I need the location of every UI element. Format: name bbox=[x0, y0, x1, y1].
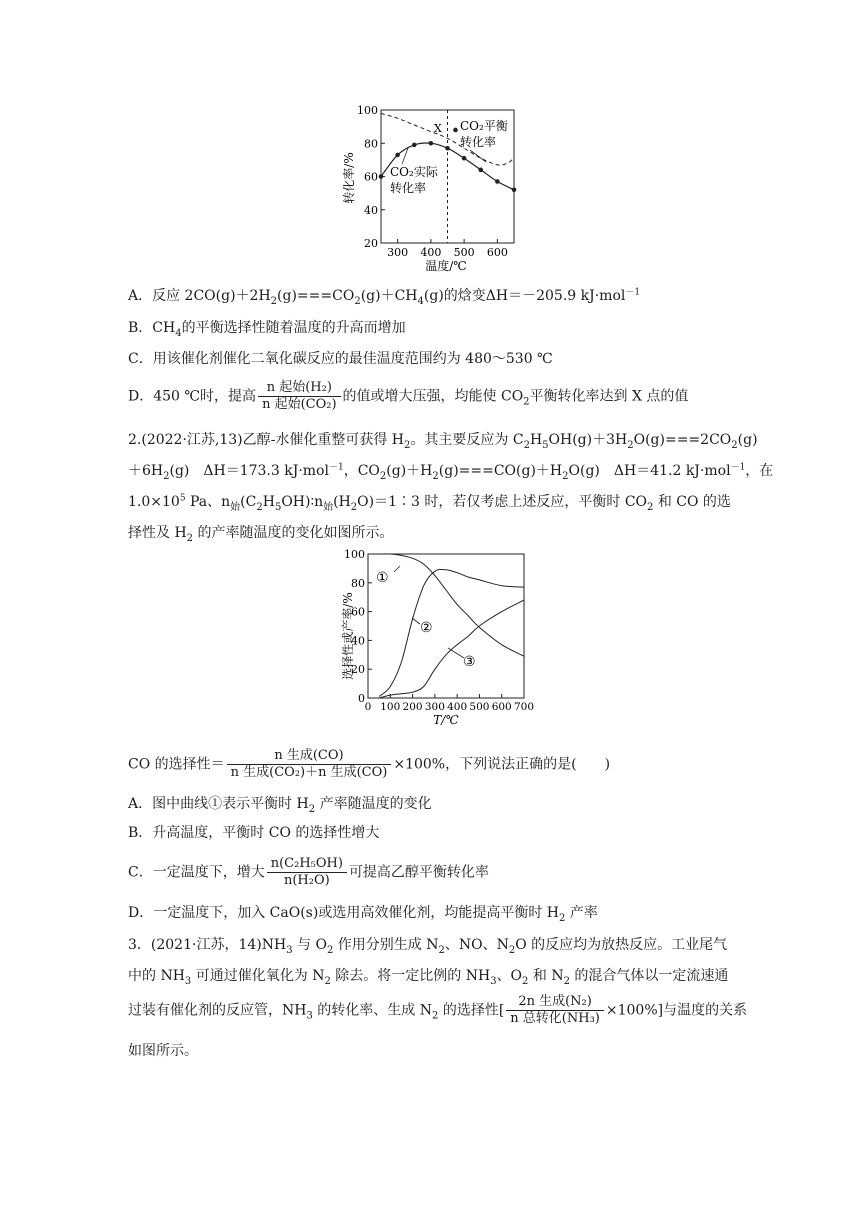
chart-1-xtick-label: 300 bbox=[387, 246, 409, 259]
chart-1-ytick-label: 80 bbox=[364, 137, 378, 151]
chart-2-ytick-label: 40 bbox=[351, 634, 365, 648]
chart-2-leader-3 bbox=[448, 648, 464, 658]
chart-2-xtick-label: 200 bbox=[402, 701, 423, 713]
chart-2-series-2 bbox=[379, 569, 524, 696]
chart-2-ytick-label: 100 bbox=[344, 548, 365, 561]
chart-1-point bbox=[429, 141, 434, 146]
chart-2-ytick-label: 80 bbox=[351, 576, 365, 590]
chart-2-axes bbox=[344, 548, 534, 713]
chart-1-point bbox=[478, 168, 483, 173]
chart-1-point bbox=[512, 188, 517, 193]
question-3-line-3: 过装有催化剂的反应管，$NH_3$ 的转化率、生成 $N_2$ 的选择性[ $\frac{\text{2n 生成(N₂)}}{\text{n 总转化(NH₃)}}$ ×100%]与温度的关系 bbox=[128, 994, 748, 1026]
chart-2-xtick-label: 0 bbox=[364, 701, 372, 713]
chart-1-xlabel: 温度/℃ bbox=[425, 259, 467, 273]
fraction-n2-selectivity: $\frac{\text{2n 生成(N₂)}}{\text{n 总转化(NH₃)}}$ bbox=[506, 994, 604, 1027]
chart-2-xtick-label: 400 bbox=[447, 701, 468, 713]
chart-1-eq-label-1: CO₂平衡 bbox=[460, 119, 508, 133]
chart-1-ytick-label: 20 bbox=[364, 237, 378, 250]
q2-option-b: B．升高温度，平衡时 CO 的选择性增大 bbox=[128, 825, 380, 841]
chart-2-frame bbox=[368, 554, 524, 698]
chart-2-ytick-label: 20 bbox=[351, 663, 365, 677]
question-3-line-4: 如图所示。 bbox=[128, 1043, 198, 1059]
chart-2-leader-2 bbox=[412, 618, 420, 624]
chart-2-xtick-label: 500 bbox=[469, 701, 490, 713]
question-3-line-2: 中的 $NH_3$ 可通过催化氧化为 $N_2$ 除去。将一定比例的 $NH_3$、$O_2$ 和 $N_2$ 的混合气体以一定流速通 bbox=[128, 968, 729, 987]
chart-1-xtick-label: 400 bbox=[420, 246, 442, 259]
chart-1-point bbox=[379, 174, 384, 179]
question-2-line-1: 2.(2022·江苏,13)乙醇-水催化重整可获得 $H_2$。其主要反应为 $C_2H_5OH(g)+3H_2O(g)===2CO_2(g)$ bbox=[128, 432, 758, 451]
chart-1-ytick-label: 60 bbox=[364, 170, 378, 184]
chart-2-series-3 bbox=[379, 600, 524, 698]
chart-1-point bbox=[412, 143, 417, 148]
question-3-line-1: 3．(2021·江苏，$14)NH_3$ 与 $O_2$ 作用分别生成 $N_2$、NO、$N_2O$ 的反应均为放热反应。工业尾气 bbox=[128, 937, 728, 956]
chart-2-xlabel: T/℃ bbox=[433, 713, 459, 727]
chart-2-curve-label-3: ③ bbox=[463, 654, 476, 670]
co-selectivity-def: CO 的选择性＝ $\frac{\text{n 生成(CO)}}{\text{n 生成(CO₂)＋n 生成(CO)}}$ ×100%，下列说法正确的是( ) bbox=[128, 748, 611, 780]
chart-2 bbox=[336, 548, 536, 728]
chart-1-act-label-1: CO₂实际 bbox=[390, 165, 438, 179]
chart-1-ylabel: 转化率/% bbox=[342, 152, 356, 204]
fraction-h2-co2: $\frac{\text{n 起始(H₂)}}{\text{n 起始(CO₂)}}$ bbox=[258, 380, 340, 413]
q2-option-c: C．一定温度下，增大 $\frac{\text{n(C₂H₅OH)}}{\text{n(H₂O)}}$ 可提高乙醇平衡转化率 bbox=[128, 856, 489, 888]
chart-2-ytick-label: 0 bbox=[358, 692, 365, 705]
option-d: D．450 ℃时，提高 $\frac{\text{n 起始(H₂)}}{\text{n 起始(CO₂)}}$ 的值或增大压强，均能使 $CO_2$平衡转化率达到 X 点的值 bbox=[128, 380, 689, 412]
chart-1-ytick-label: 100 bbox=[357, 104, 378, 117]
chart-2-leader-1 bbox=[394, 566, 400, 572]
chart-2-ytick-label: 60 bbox=[351, 605, 365, 619]
chart-1-point bbox=[495, 179, 500, 184]
chart-1-leader-eq bbox=[470, 150, 486, 162]
option-b: B．$CH_4$的平衡选择性随着温度的升高而增加 bbox=[128, 320, 406, 339]
option-c: C．用该催化剂催化二氧化碳反应的最佳温度范围约为 480～530 ℃ bbox=[128, 351, 553, 367]
chart-2-curve-label-2: ② bbox=[420, 620, 433, 636]
chart-2-curve-label-1: ① bbox=[376, 570, 389, 586]
chart-1-point bbox=[445, 146, 450, 151]
question-2-line-3: $1.0\times 10^5$ Pa、$n_始(C_2H_5OH)∶n_始(H_2O)=1∶3$ 时，若仅考虑上述反应，平衡时 $CO_2$ 和 CO 的选 bbox=[128, 493, 731, 513]
chart-1-ytick-label: 40 bbox=[364, 203, 378, 217]
chart-1-point bbox=[395, 153, 400, 158]
chart-2-ylabel: 选择性或产率/% bbox=[341, 592, 355, 680]
question-2-line-4: 择性及 $H_2$ 的产率随温度的变化如图所示。 bbox=[128, 525, 394, 544]
question-2-line-2: $+6H_2(g)$ ΔH＝173.3 kJ·mol$^{-1}$，$CO_2(g)+H_2(g)===CO(g)+H_2O(g)$ ΔH＝41.2 kJ·mol$^{-1}$，在 bbox=[128, 462, 774, 482]
chart-2-xtick-label: 300 bbox=[424, 701, 445, 713]
fraction-ethanol-water: $\frac{\text{n(C₂H₅OH)}}{\text{n(H₂O)}}$ bbox=[267, 856, 347, 889]
chart-1 bbox=[336, 100, 526, 280]
chart-2-xtick-label: 700 bbox=[513, 701, 535, 713]
option-a: A．反应 $2CO(g)+2H_2(g)===CO_2(g)+CH_4(g)$的焓变ΔH＝－205.9 kJ·mol$^{-1}$ bbox=[128, 287, 641, 307]
chart-1-point-label: X bbox=[434, 122, 442, 135]
fraction-co-selectivity: $\frac{\text{n 生成(CO)}}{\text{n 生成(CO₂)＋n 生成(CO)}}$ bbox=[227, 748, 392, 781]
chart-1-xtick-label: 600 bbox=[486, 246, 508, 259]
chart-1-xtick-label: 500 bbox=[453, 246, 475, 259]
chart-2-series-1 bbox=[379, 554, 524, 656]
chart-1-act-label-2: 转化率 bbox=[390, 181, 427, 195]
chart-1-point bbox=[462, 156, 467, 161]
chart-2-xtick-label: 600 bbox=[491, 701, 512, 713]
q2-option-a: A．图中曲线①表示平衡时 $H_2$ 产率随温度的变化 bbox=[128, 796, 432, 815]
chart-1-eq-label-2: 转化率 bbox=[460, 135, 497, 149]
chart-1-point-x bbox=[453, 128, 458, 133]
chart-2-xtick-label: 100 bbox=[380, 701, 401, 713]
q2-option-d: D．一定温度下，加入 CaO(s)或选用高效催化剂，均能提高平衡时 $H_2$ 产率 bbox=[128, 905, 598, 924]
